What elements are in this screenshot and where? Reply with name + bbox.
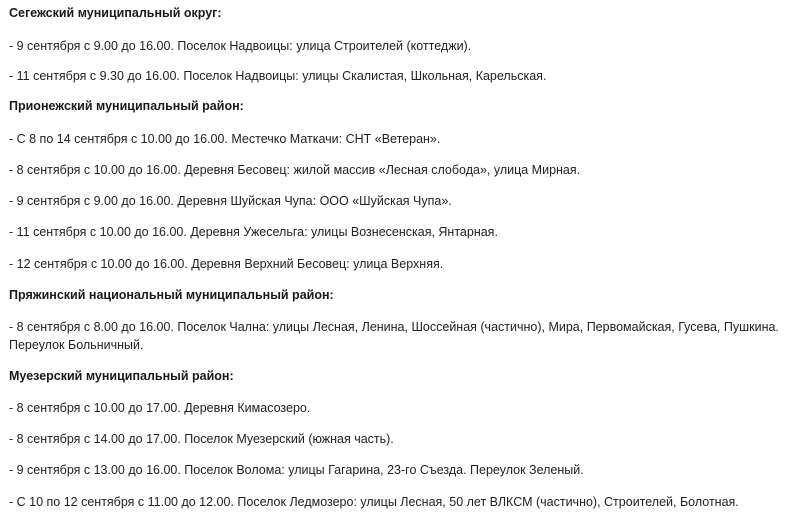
list-item: - С 8 по 14 сентября с 10.00 до 16.00. Местечко Маткачи: СНТ «Ветеран». <box>9 132 441 146</box>
section-heading: Прионежский муниципальный район: <box>9 99 244 113</box>
list-item: - 9 сентября с 9.00 до 16.00. Деревня Шуйская Чупа: ООО «Шуйская Чупа». <box>9 194 452 208</box>
list-item: - 9 сентября с 13.00 до 16.00. Поселок Волома: улицы Гагарина, 23-го Съезда. Переулок Зеленый. <box>9 463 584 477</box>
list-item: - 11 сентября с 10.00 до 16.00. Деревня Ужесельга: улицы Вознесенская, Янтарная. <box>9 225 498 239</box>
list-item: - 11 сентября с 9.30 до 16.00. Поселок Надвоицы: улицы Скалистая, Школьная, Карельская. <box>9 69 547 83</box>
section-heading: Пряжинский национальный муниципальный район: <box>9 288 334 302</box>
list-item: - 9 сентября с 9.00 до 16.00. Поселок Надвоицы: улица Строителей (коттеджи). <box>9 39 472 53</box>
section-heading: Муезерский муниципальный район: <box>9 369 234 383</box>
list-item: - 8 сентября с 10.00 до 17.00. Деревня Кимасозеро. <box>9 401 311 415</box>
list-item: - 8 сентября с 14.00 до 17.00. Поселок Муезерский (южная часть). <box>9 432 394 446</box>
list-item: - 8 сентября с 10.00 до 16.00. Деревня Бесовец: жилой массив «Лесная слобода», улица Мирная. <box>9 163 581 177</box>
list-item: - С 10 по 12 сентября с 11.00 до 12.00. Поселок Ледмозеро: улицы Лесная, 50 лет ВЛКСМ (частично), Строителей, Болотная. <box>9 495 739 509</box>
list-item: - 8 сентября с 8.00 до 16.00. Поселок Чална: улицы Лесная, Ленина, Шоссейная (частично), Мира, Первомайская, Гусева, Пушкина. Переулок Больничный. <box>9 320 779 352</box>
list-item: - 12 сентября с 10.00 до 16.00. Деревня Верхний Бесовец: улица Верхняя. <box>9 257 444 271</box>
section-heading: Сегежский муниципальный округ: <box>9 6 222 20</box>
